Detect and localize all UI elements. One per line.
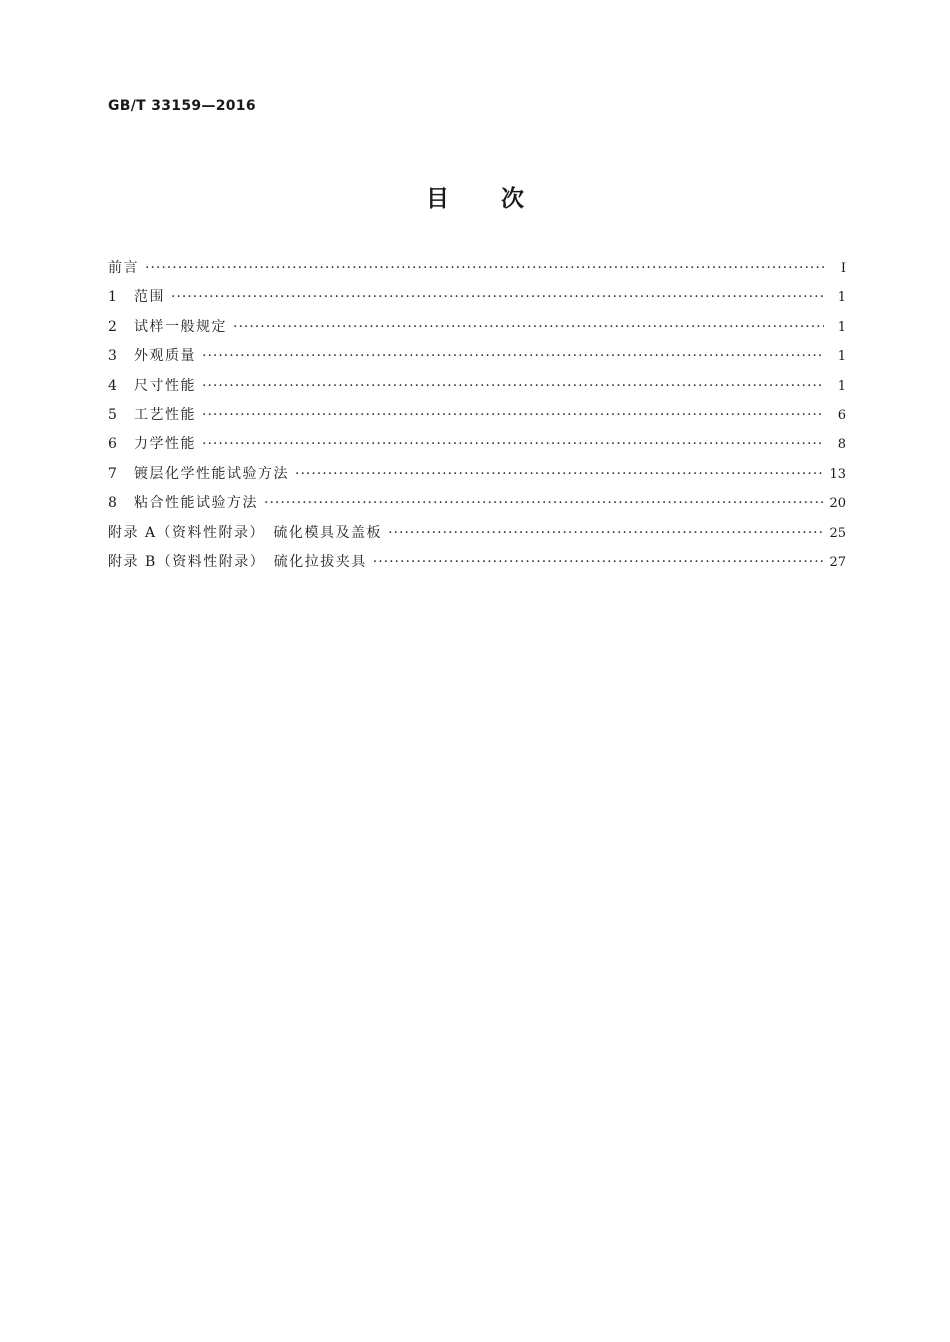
toc-title-char-2: 次 [501,186,524,212]
toc-entry-number: 3 [108,348,117,365]
toc-entry-page: 6 [837,407,846,423]
toc-entry-page: 20 [829,496,846,512]
toc-leader-dots [171,289,824,305]
toc-leader-dots [373,554,824,570]
toc-entry-2[interactable] [108,316,846,345]
toc-entry-label: 附录 A（资料性附录） 硫化模具及盖板 [108,524,383,541]
toc-entry-label: 粘合性能试验方法 [134,495,258,512]
toc-entry-4[interactable] [108,375,846,404]
toc-entry-number: 7 [108,465,117,482]
toc-title-char-1: 目 [426,186,449,212]
toc-entry-label: 前言 [108,260,139,276]
toc-entry-appendix-b[interactable] [108,551,846,580]
toc-entry-page: 13 [829,466,846,482]
toc-leader-dots [233,319,824,335]
toc-entry-5[interactable] [108,404,846,433]
toc-entry-appendix-a[interactable] [108,522,846,551]
toc-entry-page: 8 [837,437,846,453]
toc-entry-page: 1 [837,319,846,335]
toc-entry-label: 外观质量 [134,348,196,365]
toc-leader-dots [202,407,824,423]
toc-entry-number: 2 [108,318,117,335]
toc-leader-dots [202,378,824,394]
toc-entry-number: 4 [108,377,117,394]
toc-entry-label: 尺寸性能 [134,377,196,394]
toc-entry-3[interactable] [108,345,846,374]
toc-entry-label: 试样一般规定 [134,318,227,335]
toc-entry-6[interactable] [108,433,846,462]
toc-entry-number: 5 [108,406,117,423]
toc-entry-label: 力学性能 [134,436,196,453]
toc-entry-page: 1 [837,349,846,365]
toc-entry-1[interactable] [108,286,846,315]
toc-entry-number: 6 [108,436,117,453]
toc-list [108,257,846,580]
toc-entry-8[interactable] [108,492,846,521]
toc-leader-dots [295,466,823,482]
toc-leader-dots [202,436,824,452]
toc-entry-page: 27 [829,554,846,570]
toc-title [0,180,950,213]
toc-entry-7[interactable] [108,463,846,492]
toc-leader-dots [145,260,824,276]
toc-entry-page: 1 [837,378,846,394]
toc-entry-label: 附录 B（资料性附录） 硫化拉拔夹具 [108,553,367,570]
toc-leader-dots [264,495,823,511]
toc-entry-number: 8 [108,495,117,512]
toc-leader-dots [388,525,823,541]
toc-entry-page: Ⅰ [840,261,846,276]
toc-entry-label: 工艺性能 [134,406,196,423]
standard-code: GB/T 33159—2016 [108,98,256,114]
toc-entry-number: 1 [108,289,117,306]
toc-entry-page: 1 [837,290,846,306]
toc-leader-dots [202,348,824,364]
toc-entry-label: 范围 [134,289,165,306]
toc-entry-foreword[interactable] [108,257,846,286]
toc-entry-page: 25 [829,525,846,541]
toc-entry-label: 镀层化学性能试验方法 [134,465,289,482]
